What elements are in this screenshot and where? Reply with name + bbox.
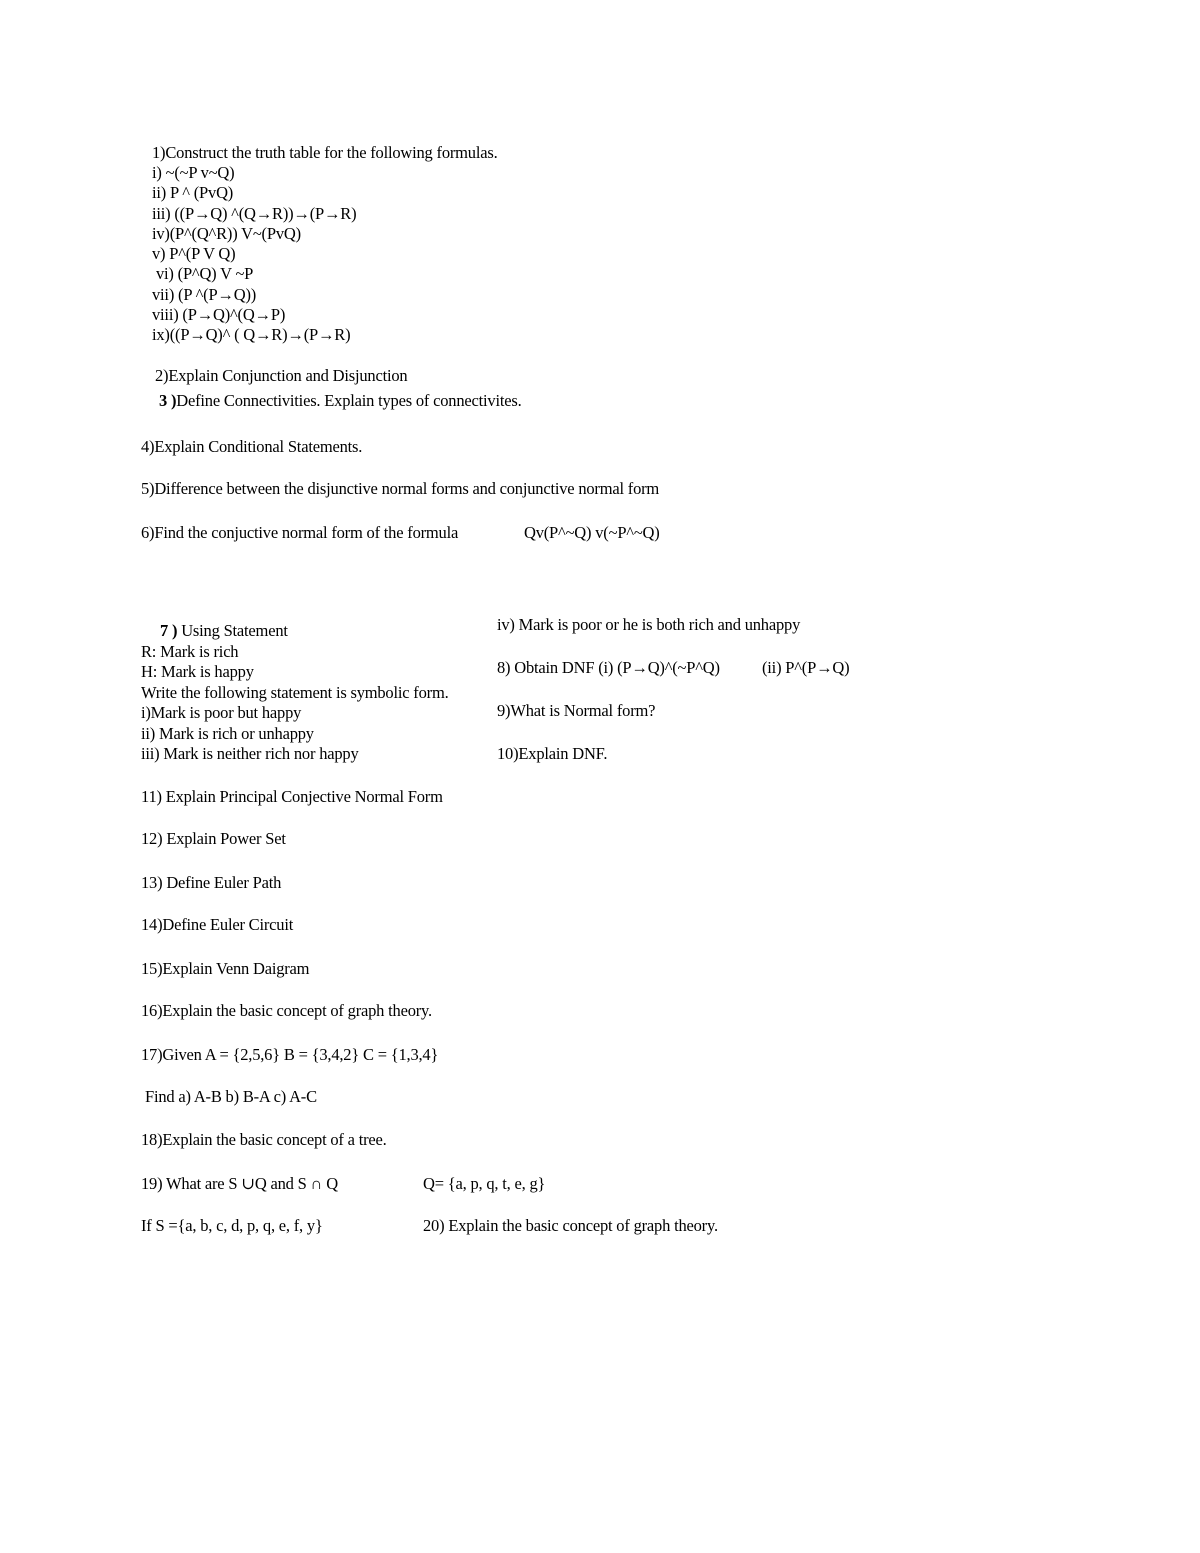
q1-item: v) P^(P V Q) <box>152 244 236 263</box>
question-7-title: Using Statement <box>181 621 288 640</box>
question-7-iv: iv) Mark is poor or he is both rich and unhappy <box>497 615 801 634</box>
question-2: 2)Explain Conjunction and Disjunction <box>155 366 408 385</box>
question-19-q-set: Q= {a, p, q, t, e, g} <box>423 1174 546 1193</box>
question-3-text: Define Connectivities. Explain types of connectivites. <box>176 391 522 410</box>
question-12: 12) Explain Power Set <box>141 829 286 848</box>
question-15: 15)Explain Venn Daigram <box>141 959 310 978</box>
q1-item: viii) (P→Q)^(Q→P) <box>152 305 286 324</box>
q1-item: iv)(P^(Q^R)) V~(PvQ) <box>152 224 301 243</box>
question-7-line: H: Mark is happy <box>141 662 254 681</box>
question-7-line: R: Mark is rich <box>141 642 239 661</box>
q1-item: ix)((P→Q)^ ( Q→R)→(P→R) <box>152 325 351 344</box>
q1-item: iii) ((P→Q) ^(Q→R))→(P→R) <box>152 204 357 223</box>
question-6-formula: Qv(P^~Q) v(~P^~Q) <box>524 523 660 542</box>
question-3 <box>159 391 522 411</box>
question-9: 9)What is Normal form? <box>497 701 656 720</box>
question-11: 11) Explain Principal Conjective Normal Form <box>141 787 443 806</box>
question-17-given: 17)Given A = {2,5,6} B = {3,4,2} C = {1,3,4} <box>141 1045 439 1064</box>
question-19-s-set: If S ={a, b, c, d, p, q, e, f, y} <box>141 1216 323 1235</box>
q1-item: i) ~(~P v~Q) <box>152 163 235 182</box>
question-10: 10)Explain DNF. <box>497 744 608 763</box>
question-8-part2: (ii) P^(P→Q) <box>762 658 850 677</box>
question-8-part1: 8) Obtain DNF (i) (P→Q)^(~P^Q) <box>497 658 720 677</box>
q1-item: vi) (P^Q) V ~P <box>156 264 254 283</box>
question-7-line: Write the following statement is symbolic form. <box>141 683 449 702</box>
question-5: 5)Difference between the disjunctive normal forms and conjunctive normal form <box>141 479 660 498</box>
question-7-heading <box>160 621 288 641</box>
q1-item: ii) P ^ (PvQ) <box>152 183 234 202</box>
question-7-number: 7 ) <box>160 621 178 640</box>
question-16: 16)Explain the basic concept of graph theory. <box>141 1001 432 1020</box>
question-4: 4)Explain Conditional Statements. <box>141 437 363 456</box>
question-18: 18)Explain the basic concept of a tree. <box>141 1130 387 1149</box>
question-7-line: iii) Mark is neither rich nor happy <box>141 744 359 763</box>
question-13: 13) Define Euler Path <box>141 873 282 892</box>
question-3-number: 3 ) <box>159 391 177 410</box>
question-17-find: Find a) A-B b) B-A c) A-C <box>145 1087 317 1106</box>
question-14: 14)Define Euler Circuit <box>141 915 294 934</box>
question-19: 19) What are S ∪Q and S ∩ Q <box>141 1174 338 1193</box>
q1-heading: 1)Construct the truth table for the following formulas. <box>152 143 498 162</box>
q1-item: vii) (P ^(P→Q)) <box>152 285 257 304</box>
question-6-text: 6)Find the conjuctive normal form of the formula <box>141 523 459 542</box>
question-20: 20) Explain the basic concept of graph theory. <box>423 1216 718 1235</box>
question-7-line: ii) Mark is rich or unhappy <box>141 724 314 743</box>
question-7-line: i)Mark is poor but happy <box>141 703 302 722</box>
